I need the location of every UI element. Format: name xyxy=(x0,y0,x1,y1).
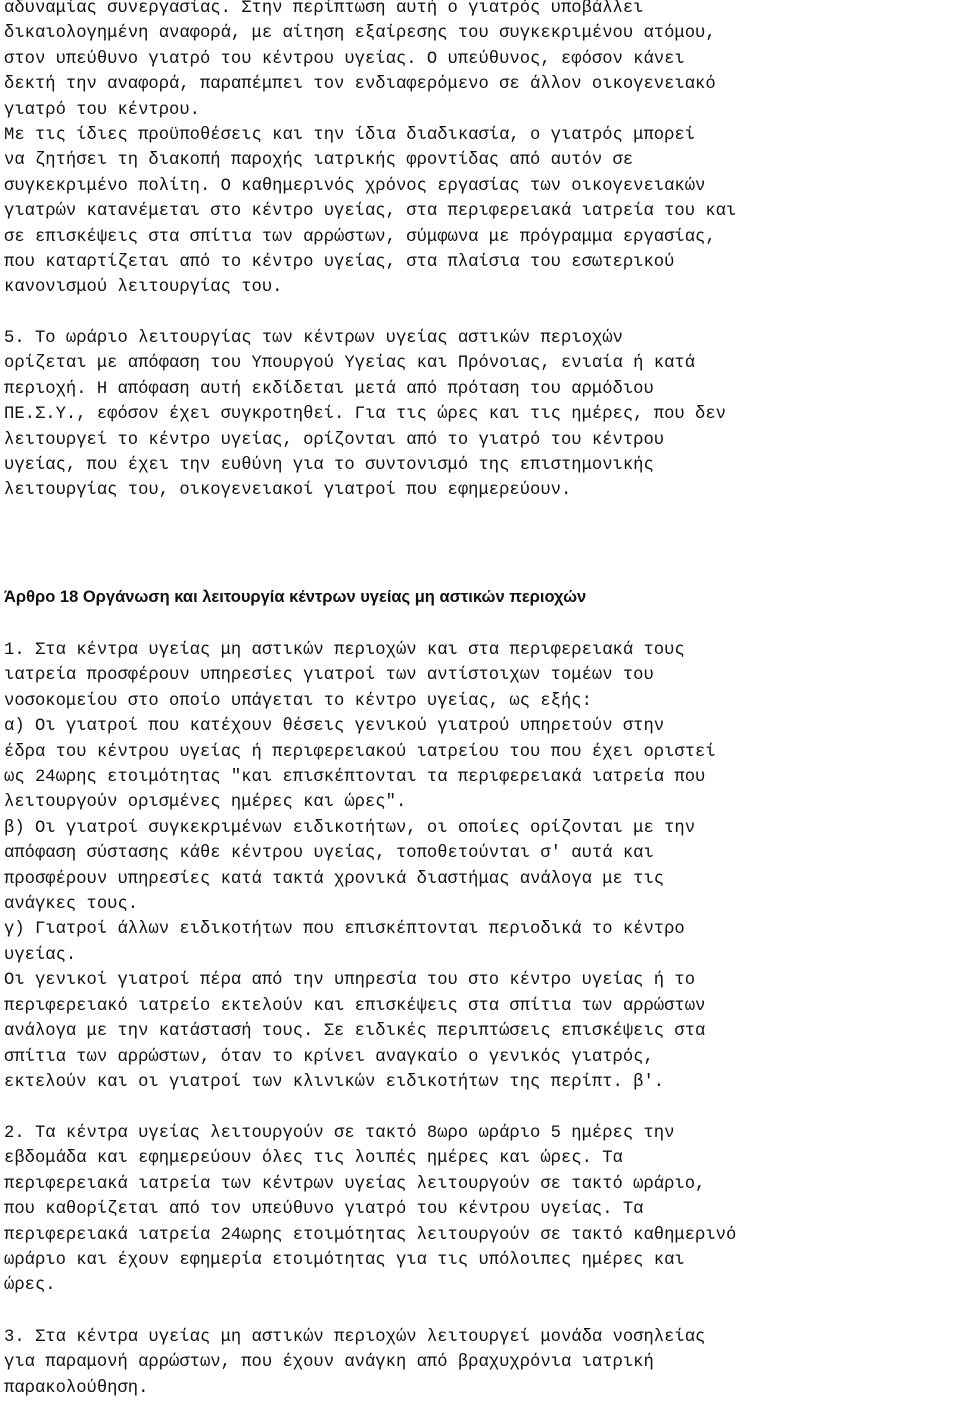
article-18-heading: Άρθρο 18 Οργάνωση και λειτουργία κέντρων υγείας μη αστικών περιοχών xyxy=(4,588,587,606)
article-18-paragraph-3: 3. Στα κέντρα υγείας μη αστικών περιοχών λειτουργεί μονάδα νοσηλείας για παραμονή αρρώστων, που έχουν ανάγκη από βραχυχρόνια ιατρική παρακολούθηση. xyxy=(4,1328,706,1398)
intro-paragraph: αδυναμίας συνεργασίας. Στην περίπτωση αυτή ο γιατρός υποβάλλει δικαιολογημένη αναφορά, με αίτηση εξαίρεσης του συγκεκριμένου ατόμου, στον υπεύθυνο γιατρό του κέντρου υγείας. Ο υπεύθυνος, εφόσον κάνει δεκτή την αναφορά, παραπέμπει τον ενδιαφερόμενο σε άλλον οικογενειακό γιατρό του κέντρου. Με τις ίδιες προϋποθέσεις και την ίδια διαδικασία, ο γιατρός μπορεί να ζητήσει τη διακοπή παροχής ιατρικής φροντίδας από αυτόν σε συγκεκριμένο πολίτη. Ο καθημερινός χρόνος εργασίας των οικογενειακών γιατρών κατανέμεται στο κέντρο υγείας, στα περιφερειακά ιατρεία του και σε επισκέψεις στα σπίτια των αρρώστων, σύμφωνα με πρόγραμμα εργασίας, που καταρτίζεται από το κέντρο υγείας, στα πλαίσια του εσωτερικού κανονισμού λειτουργίας του. xyxy=(4,0,737,298)
section-5-paragraph: 5. Το ωράριο λειτουργίας των κέντρων υγείας αστικών περιοχών ορίζεται με απόφαση του Υπουργού Υγείας και Πρόνοιας, ενιαία ή κατά περιοχή. Η απόφαση αυτή εκδίδεται μετά από πρόταση του αρμόδιου ΠΕ.Σ.Υ., εφόσον έχει συγκροτηθεί. Για τις ώρες και τις ημέρες, που δεν λειτουργεί το κέντρο υγείας, ορίζονται από το γιατρό του κέντρου υγείας, που έχει την ευθύνη για το συντονισμό της επιστημονικής λειτουργίας του, οικογενειακοί γιατροί που εφημερεύουν. xyxy=(4,329,726,501)
article-18-paragraph-2: 2. Τα κέντρα υγείας λειτουργούν σε τακτό 8ωρο ωράριο 5 ημέρες την εβδομάδα και εφημερεύουν όλες τις λοιπές ημέρες και ώρες. Τα περιφερειακά ιατρεία των κέντρων υγείας λειτουργούν σε τακτό ωράριο, που καθορίζεται από τον υπεύθυνο γιατρό του κέντρου υγείας. Τα περιφερειακά ιατρεία 24ωρης ετοιμότητας λειτουργούν σε τακτό καθημερινό ωράριο και έχουν εφημερία ετοιμότητας για τις υπόλοιπες ημέρες και ώρες. xyxy=(4,1124,737,1296)
article-18-paragraph-1: 1. Στα κέντρα υγείας μη αστικών περιοχών και στα περιφερειακά τους ιατρεία προσφέρουν υπηρεσίες γιατροί των αντίστοιχων τομέων του νοσοκομείου στο οποίο υπάγεται το κέντρο υγείας, ως εξής: α) Οι γιατροί που κατέχουν θέσεις γενικού γιατρού υπηρετούν στην έδρα του κέντρου υγείας ή περιφερειακού ιατρείου του που έχει οριστεί ως 24ωρης ετοιμότητας "και επισκέπτονται τα περιφερειακά ιατρεία που λειτουργούν ορισμένες ημέρες και ώρες". β) Οι γιατροί συγκεκριμένων ειδικοτήτων, οι οποίες ορίζονται με την απόφαση σύστασης κάθε κέντρου υγείας, τοποθετούνται σ' αυτά και προσφέρουν υπηρεσίες κατά τακτά χρονικά διαστήμας ανάλογα με τις ανάγκες τους. γ) Γιατροί άλλων ειδικοτήτων που επισκέπτονται περιοδικά το κέντρο υγείας. Οι γενικοί γιατροί πέρα από την υπηρεσία του στο κέντρο υγείας ή το περιφερειακό ιατρείο εκτελούν και επισκέψεις στα σπίτια των αρρώστων ανάλογα με την κατάστασή τους. Σε ειδικές περιπτώσεις επισκέψεις στα σπίτια των αρρώστων, όταν το κρίνει αναγκαίο ο γενικός γιατρός, εκτελούν και οι γιατροί των κλινικών ειδικοτήτων της περίπτ. β'. xyxy=(4,641,716,1092)
